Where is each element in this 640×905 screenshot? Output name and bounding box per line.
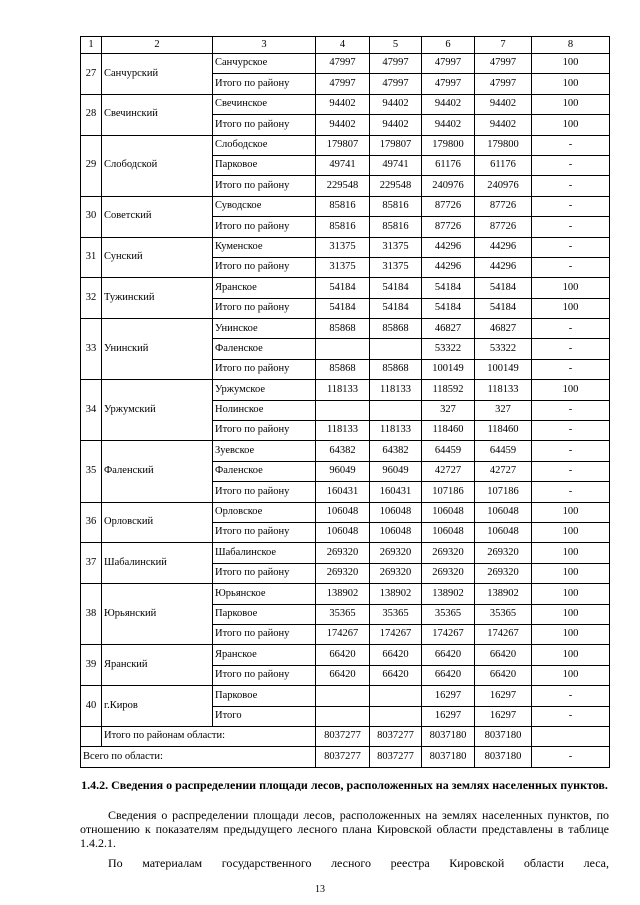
district-number: 38 bbox=[81, 584, 102, 645]
value-cell: 94402 bbox=[370, 94, 422, 114]
value-cell: 240976 bbox=[422, 176, 475, 196]
value-cell: 44296 bbox=[475, 237, 532, 257]
value-cell: 138902 bbox=[370, 584, 422, 604]
value-cell bbox=[370, 339, 422, 359]
value-cell: 106048 bbox=[475, 502, 532, 522]
value-cell: 106048 bbox=[475, 522, 532, 542]
value-cell bbox=[370, 706, 422, 726]
value-cell: 66420 bbox=[422, 665, 475, 685]
table-row bbox=[81, 543, 610, 563]
value-cell: 100 bbox=[532, 665, 610, 685]
value-cell: 8037180 bbox=[422, 747, 475, 767]
table-row bbox=[81, 584, 610, 604]
district-name: г.Киров bbox=[102, 686, 213, 727]
value-cell: 66420 bbox=[316, 645, 370, 665]
districts-total-row bbox=[81, 726, 610, 746]
value-cell: 66420 bbox=[475, 645, 532, 665]
value-cell: - bbox=[532, 196, 610, 216]
district-number: 37 bbox=[81, 543, 102, 584]
district-number: 30 bbox=[81, 196, 102, 237]
forestry-name: Итого по району bbox=[213, 421, 316, 441]
value-cell: 94402 bbox=[316, 94, 370, 114]
value-cell: 31375 bbox=[370, 257, 422, 277]
value-cell: - bbox=[532, 339, 610, 359]
table-row bbox=[81, 502, 610, 522]
value-cell: 8037277 bbox=[316, 726, 370, 746]
value-cell: 179807 bbox=[316, 135, 370, 155]
forestry-name: Итого по району bbox=[213, 359, 316, 379]
forestry-name: Нолинское bbox=[213, 400, 316, 420]
value-cell: 87726 bbox=[422, 217, 475, 237]
value-cell: 87726 bbox=[475, 217, 532, 237]
district-name: Уржумский bbox=[102, 380, 213, 441]
value-cell: 100 bbox=[532, 522, 610, 542]
value-cell: - bbox=[532, 482, 610, 502]
value-cell: 85868 bbox=[370, 319, 422, 339]
district-number: 35 bbox=[81, 441, 102, 502]
value-cell: 44296 bbox=[475, 257, 532, 277]
district-number: 29 bbox=[81, 135, 102, 196]
value-cell: 118133 bbox=[316, 380, 370, 400]
forestry-name: Фаленское bbox=[213, 339, 316, 359]
value-cell: 118592 bbox=[422, 380, 475, 400]
district-name: Орловский bbox=[102, 502, 213, 543]
table-row bbox=[81, 54, 610, 74]
value-cell: 229548 bbox=[316, 176, 370, 196]
value-cell: 8037277 bbox=[370, 747, 422, 767]
value-cell: 54184 bbox=[475, 278, 532, 298]
value-cell: 100 bbox=[532, 624, 610, 644]
section-heading: 1.4.2. Сведения о распределении площади лесов, расположенных на землях населенных пунктов. bbox=[81, 778, 608, 792]
value-cell bbox=[316, 706, 370, 726]
value-cell: 100 bbox=[532, 298, 610, 318]
forestry-name: Парковое bbox=[213, 604, 316, 624]
value-cell: - bbox=[532, 257, 610, 277]
value-cell: 179807 bbox=[370, 135, 422, 155]
value-cell: 100 bbox=[532, 278, 610, 298]
value-cell: 85816 bbox=[370, 196, 422, 216]
forestry-name: Итого по району bbox=[213, 665, 316, 685]
value-cell: 100 bbox=[532, 604, 610, 624]
column-number: 8 bbox=[532, 37, 610, 54]
value-cell bbox=[370, 400, 422, 420]
value-cell: 160431 bbox=[370, 482, 422, 502]
value-cell: 138902 bbox=[422, 584, 475, 604]
value-cell: 31375 bbox=[316, 237, 370, 257]
value-cell: 49741 bbox=[316, 155, 370, 175]
value-cell: 66420 bbox=[422, 645, 475, 665]
table-row bbox=[81, 237, 610, 257]
forestry-name: Итого по району bbox=[213, 176, 316, 196]
value-cell: 107186 bbox=[422, 482, 475, 502]
value-cell: 138902 bbox=[475, 584, 532, 604]
value-cell: 64382 bbox=[316, 441, 370, 461]
table-row bbox=[81, 441, 610, 461]
forestry-name: Зуевское bbox=[213, 441, 316, 461]
column-number: 7 bbox=[475, 37, 532, 54]
value-cell: 106048 bbox=[422, 522, 475, 542]
value-cell: 85816 bbox=[316, 217, 370, 237]
district-name: Шабалинский bbox=[102, 543, 213, 584]
value-cell: 269320 bbox=[475, 563, 532, 583]
value-cell: 269320 bbox=[370, 563, 422, 583]
district-name: Унинский bbox=[102, 319, 213, 380]
value-cell: 118133 bbox=[370, 380, 422, 400]
value-cell: 269320 bbox=[316, 563, 370, 583]
forestry-name: Унинское bbox=[213, 319, 316, 339]
value-cell: 47997 bbox=[316, 74, 370, 94]
value-cell: 106048 bbox=[422, 502, 475, 522]
region-total-label: Всего по области: bbox=[81, 747, 316, 767]
forestry-name: Итого по району bbox=[213, 257, 316, 277]
district-name: Свечинский bbox=[102, 94, 213, 135]
value-cell: - bbox=[532, 135, 610, 155]
value-cell: 94402 bbox=[316, 115, 370, 135]
forestry-name: Итого по району bbox=[213, 115, 316, 135]
value-cell: 53322 bbox=[475, 339, 532, 359]
value-cell: 47997 bbox=[475, 74, 532, 94]
value-cell: 269320 bbox=[475, 543, 532, 563]
paragraph-2: По материалам государственного лесного реестра Кировской области леса, bbox=[108, 856, 609, 870]
column-number: 1 bbox=[81, 37, 102, 54]
value-cell: 96049 bbox=[316, 461, 370, 481]
value-cell: 138902 bbox=[316, 584, 370, 604]
forestry-name: Орловское bbox=[213, 502, 316, 522]
value-cell: 96049 bbox=[370, 461, 422, 481]
forestry-name: Юрьянское bbox=[213, 584, 316, 604]
value-cell: 42727 bbox=[475, 461, 532, 481]
value-cell: 160431 bbox=[316, 482, 370, 502]
forestry-name: Итого по району bbox=[213, 522, 316, 542]
value-cell: 54184 bbox=[370, 278, 422, 298]
value-cell: 8037277 bbox=[370, 726, 422, 746]
table-row bbox=[81, 94, 610, 114]
value-cell: 106048 bbox=[370, 502, 422, 522]
value-cell: 35365 bbox=[370, 604, 422, 624]
value-cell: 31375 bbox=[316, 257, 370, 277]
value-cell: 85816 bbox=[316, 196, 370, 216]
table-row bbox=[81, 645, 610, 665]
value-cell: - bbox=[532, 319, 610, 339]
value-cell: 179800 bbox=[422, 135, 475, 155]
value-cell: - bbox=[532, 461, 610, 481]
value-cell: 85868 bbox=[316, 359, 370, 379]
table-row bbox=[81, 686, 610, 706]
value-cell: 107186 bbox=[475, 482, 532, 502]
forestry-name: Уржумское bbox=[213, 380, 316, 400]
value-cell: 100 bbox=[532, 645, 610, 665]
forestry-name: Итого по району bbox=[213, 74, 316, 94]
value-cell: 106048 bbox=[316, 522, 370, 542]
forestry-name: Итого по району bbox=[213, 563, 316, 583]
district-number: 27 bbox=[81, 54, 102, 95]
value-cell: 118133 bbox=[316, 421, 370, 441]
value-cell: 54184 bbox=[316, 278, 370, 298]
district-name: Тужинский bbox=[102, 278, 213, 319]
district-number: 32 bbox=[81, 278, 102, 319]
district-number: 34 bbox=[81, 380, 102, 441]
value-cell: 100149 bbox=[422, 359, 475, 379]
value-cell: - bbox=[532, 400, 610, 420]
value-cell: 66420 bbox=[370, 645, 422, 665]
value-cell: - bbox=[532, 706, 610, 726]
value-cell: 269320 bbox=[422, 563, 475, 583]
forestry-name: Итого по району bbox=[213, 298, 316, 318]
value-cell: 106048 bbox=[370, 522, 422, 542]
value-cell bbox=[316, 339, 370, 359]
value-cell: 54184 bbox=[422, 278, 475, 298]
value-cell: 47997 bbox=[370, 54, 422, 74]
column-number: 5 bbox=[370, 37, 422, 54]
column-number: 2 bbox=[102, 37, 213, 54]
value-cell: 61176 bbox=[422, 155, 475, 175]
value-cell: 118460 bbox=[422, 421, 475, 441]
value-cell: 16297 bbox=[422, 686, 475, 706]
forestry-name: Яранское bbox=[213, 645, 316, 665]
value-cell: 64459 bbox=[422, 441, 475, 461]
district-name: Яранский bbox=[102, 645, 213, 686]
district-name: Санчурский bbox=[102, 54, 213, 95]
forestry-name: Слободское bbox=[213, 135, 316, 155]
value-cell: 54184 bbox=[370, 298, 422, 318]
district-number: 33 bbox=[81, 319, 102, 380]
value-cell: 94402 bbox=[475, 94, 532, 114]
value-cell: - bbox=[532, 217, 610, 237]
value-cell: 47997 bbox=[422, 74, 475, 94]
forest-area-table bbox=[80, 36, 610, 768]
value-cell: 94402 bbox=[475, 115, 532, 135]
value-cell: 16297 bbox=[422, 706, 475, 726]
value-cell: 44296 bbox=[422, 257, 475, 277]
value-cell: 47997 bbox=[475, 54, 532, 74]
value-cell: 64382 bbox=[370, 441, 422, 461]
forestry-name: Парковое bbox=[213, 155, 316, 175]
district-number: 36 bbox=[81, 502, 102, 543]
value-cell: 8037180 bbox=[475, 747, 532, 767]
value-cell: 54184 bbox=[316, 298, 370, 318]
paragraph-1: Сведения о распределении площади лесов, расположенных на землях населенных пунктов, по отношению к показателям предыдущего лесного плана Кировской области представлены в таблице 1.4.2.1. bbox=[80, 808, 609, 850]
district-name: Юрьянский bbox=[102, 584, 213, 645]
value-cell: 269320 bbox=[316, 543, 370, 563]
value-cell: 327 bbox=[475, 400, 532, 420]
table-row bbox=[81, 319, 610, 339]
value-cell: 66420 bbox=[475, 665, 532, 685]
column-number: 4 bbox=[316, 37, 370, 54]
value-cell: - bbox=[532, 237, 610, 257]
districts-total-label: Итого по районам области: bbox=[102, 726, 316, 746]
value-cell: 85868 bbox=[370, 359, 422, 379]
value-cell: - bbox=[532, 155, 610, 175]
value-cell: 100 bbox=[532, 74, 610, 94]
value-cell: 46827 bbox=[422, 319, 475, 339]
table-header-row bbox=[81, 37, 610, 54]
forestry-name: Фаленское bbox=[213, 461, 316, 481]
value-cell: 53322 bbox=[422, 339, 475, 359]
value-cell: 64459 bbox=[475, 441, 532, 461]
district-number: 39 bbox=[81, 645, 102, 686]
forestry-name: Суводское bbox=[213, 196, 316, 216]
table-row bbox=[81, 278, 610, 298]
value-cell: 16297 bbox=[475, 706, 532, 726]
table-row bbox=[81, 196, 610, 216]
column-number: 6 bbox=[422, 37, 475, 54]
value-cell: 100149 bbox=[475, 359, 532, 379]
value-cell: 100 bbox=[532, 94, 610, 114]
forestry-name: Свечинское bbox=[213, 94, 316, 114]
value-cell: 327 bbox=[422, 400, 475, 420]
value-cell: 54184 bbox=[475, 298, 532, 318]
value-cell: 94402 bbox=[422, 94, 475, 114]
value-cell: 179800 bbox=[475, 135, 532, 155]
value-cell: 8037180 bbox=[475, 726, 532, 746]
value-cell: 61176 bbox=[475, 155, 532, 175]
region-total-row bbox=[81, 747, 610, 767]
value-cell: 100 bbox=[532, 380, 610, 400]
value-cell: 100 bbox=[532, 54, 610, 74]
table-row bbox=[81, 135, 610, 155]
forestry-name: Санчурское bbox=[213, 54, 316, 74]
value-cell: 47997 bbox=[370, 74, 422, 94]
value-cell: - bbox=[532, 359, 610, 379]
value-cell: 100 bbox=[532, 563, 610, 583]
value-cell: 87726 bbox=[422, 196, 475, 216]
forestry-name: Итого по району bbox=[213, 482, 316, 502]
value-cell: 240976 bbox=[475, 176, 532, 196]
district-name: Слободской bbox=[102, 135, 213, 196]
value-cell: 66420 bbox=[316, 665, 370, 685]
value-cell: 8037277 bbox=[316, 747, 370, 767]
value-cell bbox=[532, 726, 610, 746]
value-cell: - bbox=[532, 441, 610, 461]
forestry-name: Итого bbox=[213, 706, 316, 726]
forestry-name: Куменское bbox=[213, 237, 316, 257]
value-cell: 16297 bbox=[475, 686, 532, 706]
value-cell: 174267 bbox=[370, 624, 422, 644]
value-cell: 46827 bbox=[475, 319, 532, 339]
value-cell bbox=[370, 686, 422, 706]
forestry-name: Яранское bbox=[213, 278, 316, 298]
value-cell: - bbox=[532, 686, 610, 706]
value-cell: 85868 bbox=[316, 319, 370, 339]
value-cell: 54184 bbox=[422, 298, 475, 318]
value-cell: 106048 bbox=[316, 502, 370, 522]
value-cell: 269320 bbox=[422, 543, 475, 563]
value-cell: 100 bbox=[532, 543, 610, 563]
value-cell: 42727 bbox=[422, 461, 475, 481]
value-cell: 31375 bbox=[370, 237, 422, 257]
value-cell: 100 bbox=[532, 584, 610, 604]
district-name: Советский bbox=[102, 196, 213, 237]
value-cell: 118460 bbox=[475, 421, 532, 441]
forestry-name: Парковое bbox=[213, 686, 316, 706]
value-cell: - bbox=[532, 747, 610, 767]
value-cell: 35365 bbox=[422, 604, 475, 624]
district-number: 31 bbox=[81, 237, 102, 278]
value-cell: 8037180 bbox=[422, 726, 475, 746]
district-number: 28 bbox=[81, 94, 102, 135]
forestry-name: Шабалинское bbox=[213, 543, 316, 563]
value-cell: 47997 bbox=[422, 54, 475, 74]
forestry-name: Итого по району bbox=[213, 217, 316, 237]
value-cell bbox=[316, 686, 370, 706]
value-cell: 100 bbox=[532, 502, 610, 522]
district-name: Сунский bbox=[102, 237, 213, 278]
empty-cell bbox=[81, 726, 102, 746]
value-cell: 49741 bbox=[370, 155, 422, 175]
value-cell: 174267 bbox=[475, 624, 532, 644]
district-number: 40 bbox=[81, 686, 102, 727]
district-name: Фаленский bbox=[102, 441, 213, 502]
value-cell: 174267 bbox=[422, 624, 475, 644]
value-cell: 35365 bbox=[316, 604, 370, 624]
table-row bbox=[81, 380, 610, 400]
value-cell: 35365 bbox=[475, 604, 532, 624]
value-cell: 66420 bbox=[370, 665, 422, 685]
value-cell: 269320 bbox=[370, 543, 422, 563]
forestry-name: Итого по району bbox=[213, 624, 316, 644]
value-cell: 118133 bbox=[475, 380, 532, 400]
value-cell: 47997 bbox=[316, 54, 370, 74]
value-cell: 100 bbox=[532, 115, 610, 135]
value-cell: 174267 bbox=[316, 624, 370, 644]
value-cell: 229548 bbox=[370, 176, 422, 196]
value-cell bbox=[316, 400, 370, 420]
value-cell: 94402 bbox=[370, 115, 422, 135]
page-number: 13 bbox=[315, 884, 325, 895]
value-cell: 87726 bbox=[475, 196, 532, 216]
value-cell: 94402 bbox=[422, 115, 475, 135]
value-cell: - bbox=[532, 421, 610, 441]
value-cell: - bbox=[532, 176, 610, 196]
value-cell: 118133 bbox=[370, 421, 422, 441]
column-number: 3 bbox=[213, 37, 316, 54]
value-cell: 44296 bbox=[422, 237, 475, 257]
value-cell: 85816 bbox=[370, 217, 422, 237]
